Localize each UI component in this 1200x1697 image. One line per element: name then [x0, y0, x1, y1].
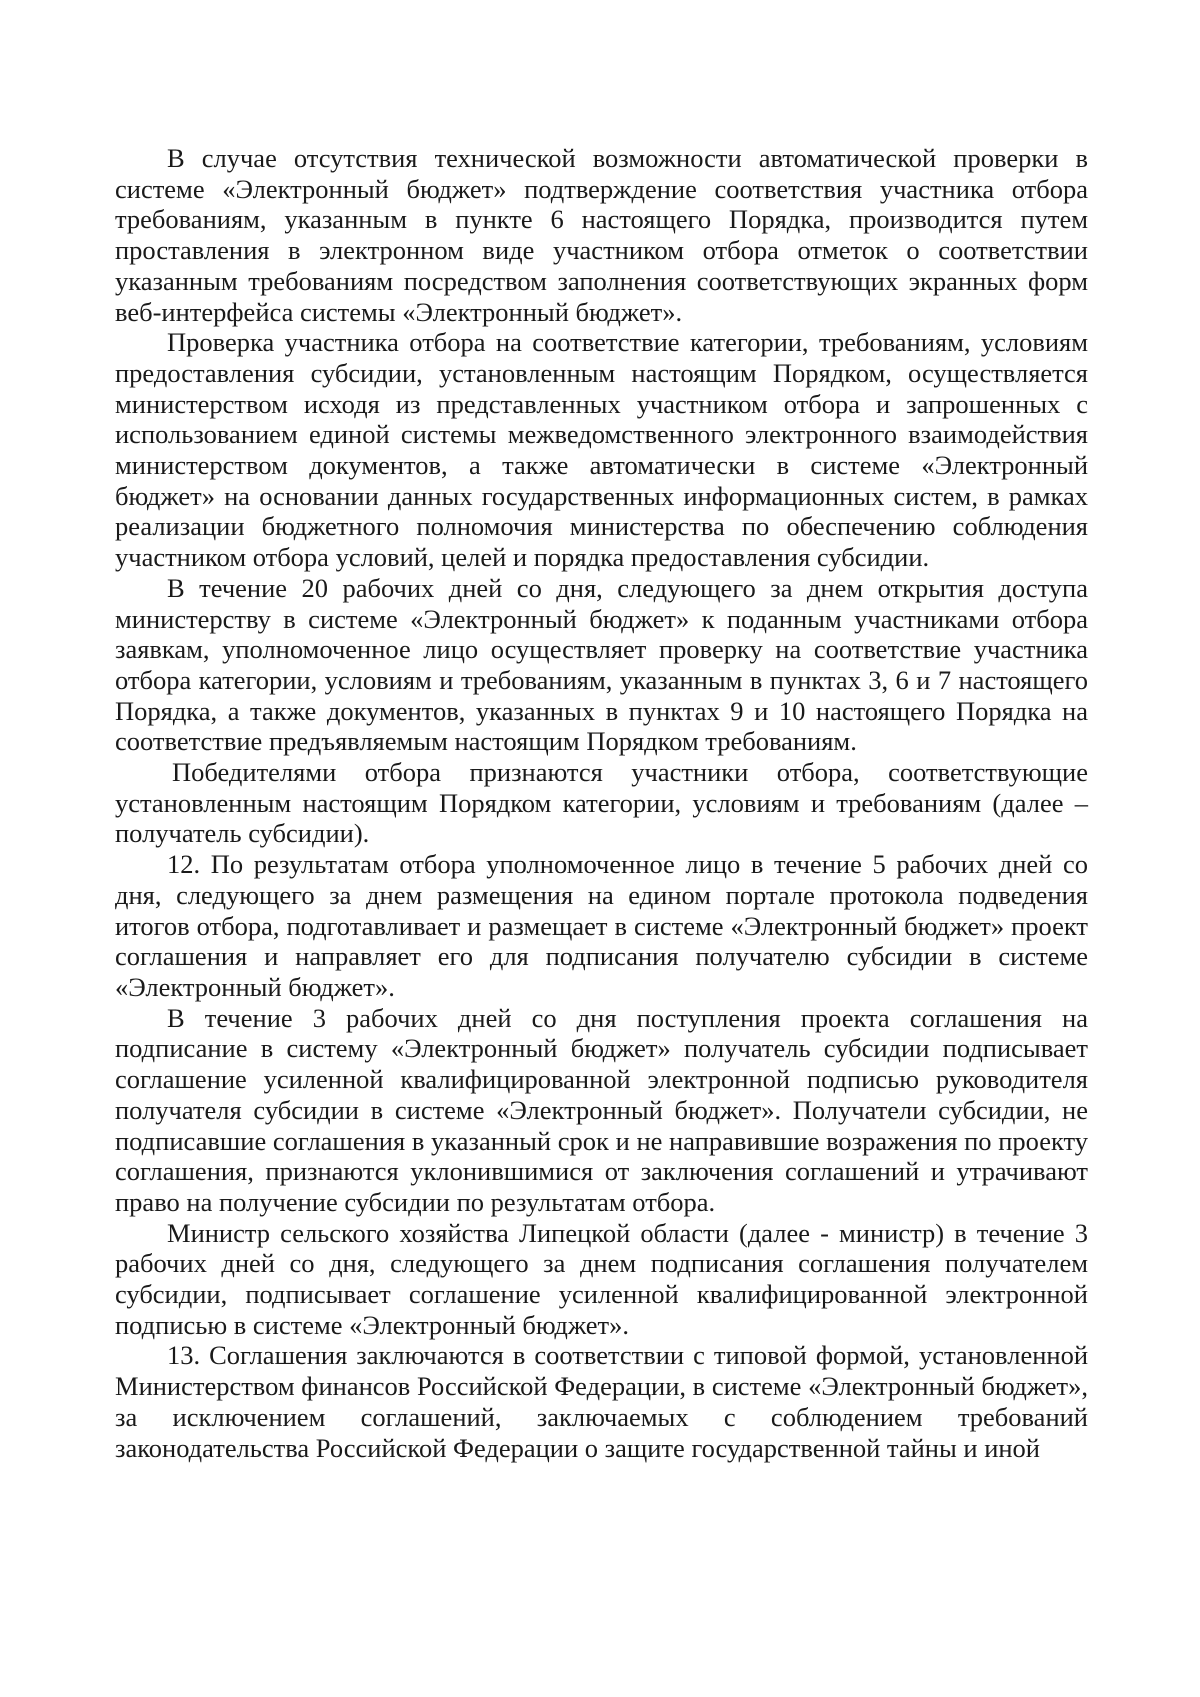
paragraph-participant-verification: Проверка участника отбора на соответствие категории, требованиям, условиям предоставления субсидии, установленным настоящим Порядком, осуществляется министерством исходя из представленных участником отбора и запрошенных с использованием единой системы межведомственного электронного взаимодействия министерством документов, а также автоматически в системе «Электронный бюджет» на основании данных государственных информационных систем, в рамках реализации бюджетного полномочия министерства по обеспечению соблюдения участником отбора условий, целей и порядка предоставления субсидии. [115, 327, 1088, 573]
document-body [115, 143, 1088, 1463]
paragraph-technical-check: В случае отсутствия технической возможности автоматической проверки в системе «Электронный бюджет» подтверждение соответствия участника отбора требованиям, указанным в пункте 6 настоящего Порядка, производится путем проставления в электронном виде участником отбора отметок о соответствии указанным требованиям посредством заполнения соответствующих экранных форм веб-интерфейса системы «Электронный бюджет». [115, 143, 1088, 327]
paragraph-minister-signing: Министр сельского хозяйства Липецкой области (далее - министр) в течение 3 рабочих дней со дня, следующего за днем подписания соглашения получателем субсидии, подписывает соглашение усиленной квалифицированной электронной подписью в системе «Электронный бюджет». [115, 1217, 1088, 1340]
paragraph-twenty-days-review: В течение 20 рабочих дней со дня, следующего за днем открытия доступа министерству в системе «Электронный бюджет» к поданным участниками отбора заявкам, уполномоченное лицо осуществляет проверку на соответствие участника отбора категории, условиям и требованиям, указанным в пунктах 3, 6 и 7 настоящего Порядка, а также документов, указанных в пунктах 9 и 10 настоящего Порядка на соответствие предъявляемым настоящим Порядком требованиям. [115, 572, 1088, 757]
paragraph-winners: Победителями отбора признаются участники отбора, соответствующие установленным настоящим Порядком категории, условиям и требованиям (далее – получатель субсидии). [115, 757, 1088, 849]
paragraph-item-13: 13. Соглашения заключаются в соответствии с типовой формой, установленной Министерством финансов Российской Федерации, в системе «Электронный бюджет», за исключением соглашений, заключаемых с соблюдением требований законодательства Российской Федерации о защите государственной тайны и иной [115, 1340, 1088, 1463]
paragraph-item-12: 12. По результатам отбора уполномоченное лицо в течение 5 рабочих дней со дня, следующего за днем размещения на едином портале протокола подведения итогов отбора, подготавливает и размещает в системе «Электронный бюджет» проект соглашения и направляет его для подписания получателю субсидии в системе «Электронный бюджет». [115, 849, 1088, 1002]
paragraph-signing-agreement: В течение 3 рабочих дней со дня поступления проекта соглашения на подписание в систему «Электронный бюджет» получатель субсидии подписывает соглашение усиленной квалифицированной электронной подписью руководителя получателя субсидии в системе «Электронный бюджет». Получатели субсидии, не подписавшие соглашения в указанный срок и не направившие возражения по проекту соглашения, признаются уклонившимися от заключения соглашений и утрачивают право на получение субсидии по результатам отбора. [115, 1002, 1088, 1217]
